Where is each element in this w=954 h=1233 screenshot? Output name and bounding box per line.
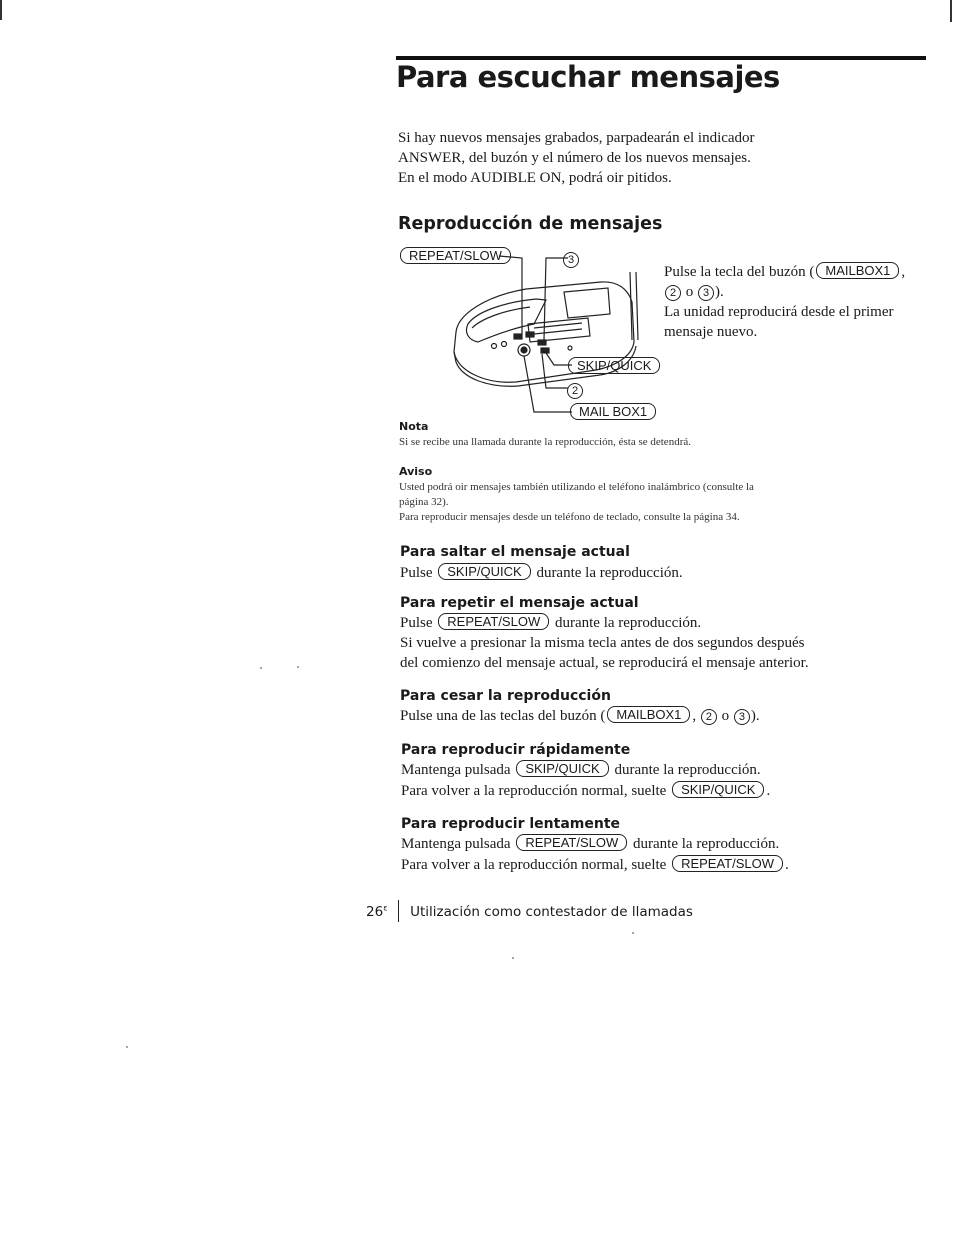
saltar-text [400, 563, 683, 583]
repeat-slow-key: REPEAT/SLOW [672, 855, 783, 872]
mailbox1-key-label: MAIL BOX1 [570, 403, 656, 420]
callout-skip-quick [566, 357, 662, 376]
close-paren: ). [750, 708, 760, 724]
left-edge-mark [0, 0, 2, 20]
rapido-l2-pre: Para volver a la reproducción normal, suelte [401, 783, 667, 799]
cesar-heading: Para cesar la reproducción [400, 688, 611, 704]
step-line [664, 282, 905, 302]
step-text-1: Pulse la tecla del buzón ( [664, 264, 815, 280]
repetir-post: durante la reproducción. [554, 615, 702, 631]
repeat-slow-key-label: REPEAT/SLOW [400, 247, 511, 264]
footer-divider [398, 900, 399, 922]
mailbox3-key: 3 [734, 709, 750, 725]
scan-speck [126, 1046, 128, 1048]
callout-2 [566, 381, 584, 399]
lento-pre: Mantenga pulsada [401, 836, 511, 852]
aviso-line: Usted podrá oir mensajes también utilizando el teléfono inalámbrico (consulte la [399, 481, 754, 493]
comma: , [692, 708, 697, 724]
rapido-post: durante la reproducción. [614, 762, 761, 778]
callout-mail-box1 [568, 403, 658, 422]
repetir-line [400, 613, 809, 633]
saltar-heading: Para saltar el mensaje actual [400, 544, 630, 560]
scan-speck [260, 667, 262, 669]
step-text [664, 262, 905, 342]
mailbox2-key: 2 [701, 709, 717, 725]
page-title: Para escuchar mensajes [396, 60, 780, 94]
close-paren: ). [715, 284, 724, 300]
mailbox1-key: MAILBOX1 [816, 262, 899, 279]
device-figure [396, 244, 696, 424]
callout-repeat-slow [398, 247, 513, 266]
saltar-post: durante la reproducción. [536, 565, 683, 581]
repetir-text [400, 613, 809, 673]
lento-text [401, 834, 789, 875]
aviso-line: página 32). [399, 496, 449, 508]
step-line [664, 262, 905, 282]
page-number-suffix: ε [383, 903, 388, 913]
lento-l2-pre: Para volver a la reproducción normal, suelte [401, 857, 667, 873]
repetir-heading: Para repetir el mensaje actual [400, 595, 639, 611]
rapido-line [401, 781, 770, 801]
step-line: La unidad reproducirá desde el primer [664, 304, 894, 320]
rapido-line [401, 760, 770, 780]
lento-heading: Para reproducir lentamente [401, 816, 621, 832]
cesar-pre: Pulse una de las teclas del buzón ( [400, 708, 606, 724]
repetir-line: Si vuelve a presionar la misma tecla antes de dos segundos después [400, 635, 805, 651]
rapido-text [401, 760, 770, 801]
repetir-line: del comienzo del mensaje actual, se reproducirá el mensaje anterior. [400, 655, 809, 671]
skip-quick-key: SKIP/QUICK [438, 563, 530, 580]
section-title: Reproducción de mensajes [398, 214, 663, 234]
skip-quick-key: SKIP/QUICK [516, 760, 608, 777]
or-text: o [685, 284, 694, 300]
rapido-pre: Mantenga pulsada [401, 762, 511, 778]
mailbox2-key-label: 2 [567, 383, 583, 399]
period: . [766, 783, 771, 799]
repeat-slow-key: REPEAT/SLOW [438, 613, 549, 630]
mailbox3-key: 3 [698, 285, 714, 301]
skip-quick-key: SKIP/QUICK [672, 781, 764, 798]
scan-speck [512, 957, 514, 959]
lento-post: durante la reproducción. [633, 836, 780, 852]
intro-line: Si hay nuevos mensajes grabados, parpadearán el indicador [398, 130, 755, 146]
repeat-slow-key: REPEAT/SLOW [516, 834, 627, 851]
intro-line: En el modo AUDIBLE ON, podrá oir pitidos. [398, 170, 672, 186]
lento-line [401, 834, 789, 854]
mailbox1-key: MAILBOX1 [607, 706, 690, 723]
page-footer [366, 900, 693, 922]
aviso-text [399, 480, 754, 525]
callout-3 [562, 250, 580, 268]
period: . [785, 857, 789, 873]
scan-speck [297, 666, 299, 668]
repetir-pre: Pulse [400, 615, 433, 631]
intro-paragraph [398, 128, 755, 188]
rapido-heading: Para reproducir rápidamente [401, 742, 631, 758]
cesar-text [400, 706, 760, 726]
step-line: mensaje nuevo. [664, 324, 758, 340]
saltar-pre: Pulse [400, 565, 433, 581]
skip-quick-key-label: SKIP/QUICK [568, 357, 660, 374]
page-number: 26 [366, 904, 384, 920]
or-text: o [721, 708, 730, 724]
aviso-label: Aviso [399, 465, 433, 478]
nota-label: Nota [399, 420, 429, 433]
mailbox3-key-label: 3 [563, 252, 579, 268]
lento-line [401, 855, 789, 875]
right-edge-mark [950, 0, 952, 22]
mailbox2-key: 2 [665, 285, 681, 301]
comma: , [901, 264, 906, 280]
nota-text: Si se recibe una llamada durante la reproducción, ésta se detendrá. [399, 436, 691, 448]
answering-machine-illustration [396, 244, 696, 424]
scan-speck [632, 932, 634, 934]
chapter-title: Utilización como contestador de llamadas [410, 904, 693, 920]
aviso-line: Para reproducir mensajes desde un teléfono de teclado, consulte la página 34. [399, 511, 740, 523]
intro-line: ANSWER, del buzón y el número de los nuevos mensajes. [398, 150, 751, 166]
